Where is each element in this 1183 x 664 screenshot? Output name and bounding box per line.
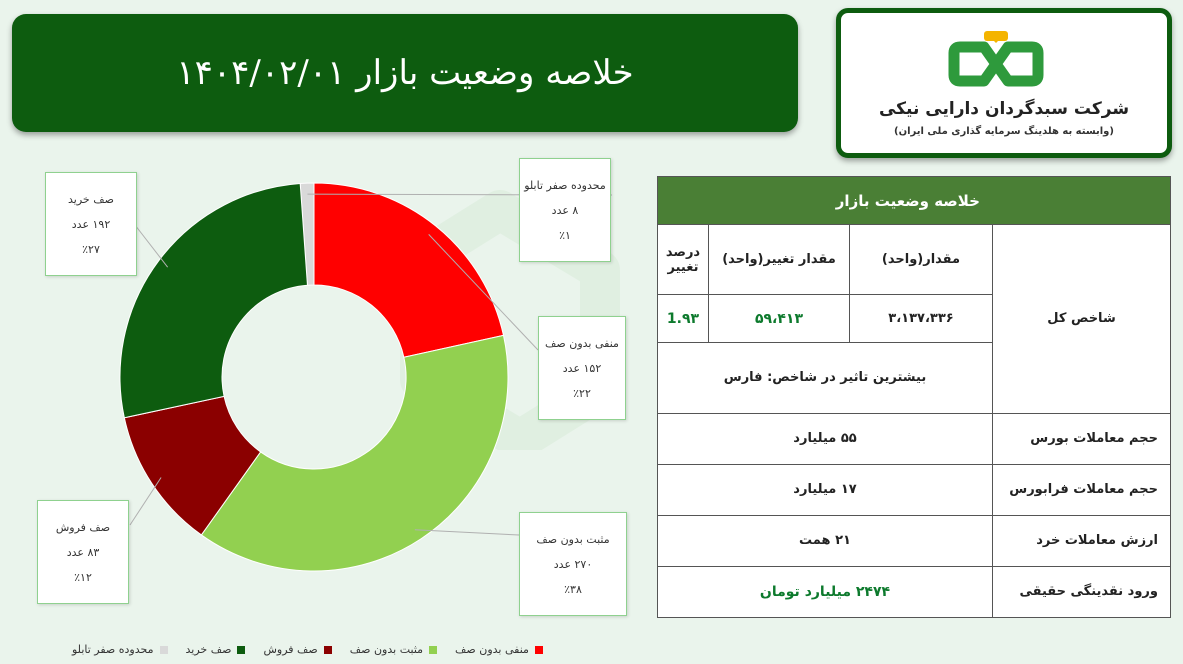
legend-item [350, 643, 437, 656]
row-label: حجم معاملات فرابورس [993, 464, 1171, 515]
callout-count: ۱۹۲ عدد [71, 217, 111, 231]
row-value: ۲۴۷۴ میلیارد تومان [658, 566, 993, 617]
table-row [658, 413, 1171, 464]
leader-line [130, 478, 161, 525]
legend-label: صف فروش [263, 643, 318, 656]
legend-label: مثبت بدون صف [349, 643, 424, 656]
table-row [658, 566, 1171, 617]
chart-legend [72, 643, 543, 656]
index-label-cell: شاخص کل [993, 225, 1171, 413]
callout-buy-queue [45, 172, 137, 276]
legend-swatch [535, 646, 543, 654]
callout-label: صف فروش [55, 520, 111, 534]
legend-item [186, 643, 246, 656]
company-logo-card [836, 8, 1172, 158]
legend-swatch [324, 646, 332, 654]
callout-label: منفی بدون صف [545, 336, 619, 350]
company-logo-icon [946, 31, 1046, 93]
callout-count: ۸۳ عدد [66, 545, 100, 559]
row-value: ۱۷ میلیارد [658, 464, 993, 515]
slice-buy-queue [120, 183, 307, 417]
legend-item [72, 643, 168, 656]
legend-label: منفی بدون صف [455, 643, 529, 656]
callout-percent: ٪۱ [559, 228, 571, 242]
row-label: ورود نقدینگی حقیقی [993, 566, 1171, 617]
company-subtitle: (وابسته به هلدینگ سرمایه گذاری ملی ایران) [894, 126, 1114, 137]
callout-sell-queue [37, 500, 129, 604]
callout-negative-no-queue [538, 316, 626, 420]
legend-item [263, 643, 331, 656]
callout-positive-no-queue [519, 512, 627, 616]
callout-percent: ٪۱۲ [74, 570, 92, 584]
column-header: مقدار تغییر(واحد) [709, 225, 850, 295]
callout-count: ۸ عدد [551, 203, 579, 217]
callout-count: ۱۵۲ عدد [562, 361, 602, 375]
callout-percent: ٪۲۲ [573, 386, 591, 400]
callout-label: مثبت بدون صف [536, 532, 610, 546]
column-header: درصد تغییر [658, 225, 709, 295]
slice-negative-no-queue [314, 183, 503, 357]
influence-note: بیشترین تاثیر در شاخص: فارس [658, 343, 993, 413]
market-summary-table [657, 176, 1171, 618]
legend-swatch [429, 646, 437, 654]
callout-label: صف خرید [68, 192, 114, 206]
index-value: ۳،۱۳۷،۳۳۶ [850, 295, 993, 343]
legend-label: صف خرید [185, 643, 232, 656]
page-title: خلاصه وضعیت بازار ۱۴۰۴/۰۲/۰۱ [12, 14, 798, 132]
table-header: خلاصه وضعیت بازار [658, 177, 1171, 225]
leader-line [135, 225, 168, 267]
legend-item [455, 643, 543, 656]
column-header: مقدار(واحد) [850, 225, 993, 295]
legend-swatch [160, 646, 168, 654]
company-name: شرکت سبدگردان دارایی نیکی [878, 99, 1130, 119]
index-change-pct: 1.۹۳ [658, 295, 709, 343]
index-change: ۵۹،۴۱۳ [709, 295, 850, 343]
callout-percent: ٪۳۸ [564, 582, 582, 596]
row-label: ارزش معاملات خرد [993, 515, 1171, 566]
legend-label: محدوده صفر تابلو [72, 643, 154, 656]
row-value: ۵۵ میلیارد [658, 413, 993, 464]
callout-count: ۲۷۰ عدد [553, 557, 593, 571]
callout-label: محدوده صفر تابلو [524, 178, 606, 192]
table-row [658, 464, 1171, 515]
legend-swatch [237, 646, 245, 654]
row-value: ۲۱ همت [658, 515, 993, 566]
callout-zero-range [519, 158, 611, 262]
table-row [658, 515, 1171, 566]
row-label: حجم معاملات بورس [993, 413, 1171, 464]
callout-percent: ٪۲۷ [82, 242, 100, 256]
